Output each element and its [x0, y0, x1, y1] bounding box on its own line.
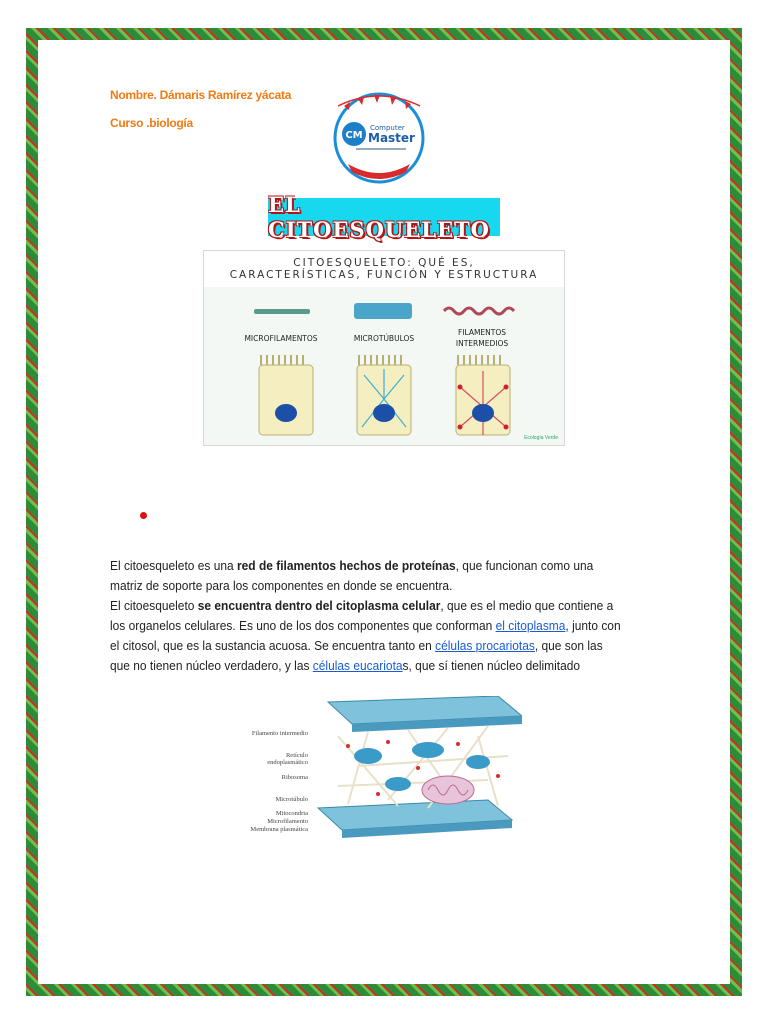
bullet-point — [140, 512, 147, 519]
intermediate-filament-strand — [444, 308, 514, 314]
logo-monogram: CM — [345, 130, 363, 141]
link-celulas-procariotas[interactable]: células procariotas — [435, 638, 535, 653]
body-text — [110, 556, 625, 676]
link-celulas-eucariotas[interactable]: células eucariota — [312, 658, 403, 673]
label-intermediate-filaments-line1: FILAMENTOS — [457, 328, 507, 337]
label-microtubulo: Microtúbulo — [275, 796, 308, 803]
label-microtubules: MICROTÚBULOS — [353, 334, 415, 343]
cell-intermediate-filaments — [456, 355, 510, 435]
logo-brand-top: Computer — [370, 124, 405, 132]
cytoskeleton-types-figure — [203, 250, 565, 446]
cytoskeleton-3d-figure — [250, 696, 522, 842]
title-banner — [268, 192, 500, 242]
label-microfilamento: Microfilamento — [267, 818, 308, 825]
student-name: Nombre. Dámaris Ramírez yácata — [110, 88, 292, 102]
label-filamento-intermedio: Filamento intermedio — [251, 730, 308, 737]
cell-microtubules — [357, 355, 411, 435]
link-citoplasma[interactable]: el citoplasma — [495, 618, 566, 633]
label-mitocondria: Mitocondria — [275, 810, 308, 817]
figure-credit: Ecología Verde — [524, 435, 558, 441]
cytoskeleton-3d-illustration — [308, 696, 522, 842]
label-reticulo-endoplasmatico: Retículo endoplasmático — [267, 752, 308, 766]
cell-microfilaments — [259, 355, 313, 435]
computer-master-logo — [326, 86, 432, 186]
logo-brand-main: Master — [368, 131, 415, 145]
figure-heading-line1: CITOESQUELETO: QUÉ ES, — [293, 257, 475, 269]
course-name: Curso .biología — [110, 116, 193, 130]
paragraph-1: El citoesqueleto es una red de filamentos hechos de proteínas, que funcionan como una matriz de soporte para los componentes en donde se encuentra. — [110, 558, 594, 593]
page-title: EL CITOESQUELETO — [268, 192, 490, 242]
cytoskeleton-illustration — [204, 287, 565, 446]
figure-heading-line2: CARACTERÍSTICAS, FUNCIÓN Y ESTRUCTURA — [229, 269, 539, 281]
paragraph-2: El citoesqueleto se encuentra dentro del citoplasma celular, que es el medio que contiene a los organelos celulares. Es uno de los dos componentes que conforman el citoplasma, junto con el citosol, que es la sustancia acuosa. Se encuentra tanto en células procariotas, que son las que no tienen núcleo verdadero, y las células eucariotas, que sí tienen núcleo delimitado — [110, 598, 621, 673]
label-ribosoma: Ribosoma — [281, 774, 308, 781]
label-intermediate-filaments-line2: INTERMEDIOS — [455, 339, 509, 348]
label-microfilaments: MICROFILAMENTOS — [244, 334, 318, 343]
microtubule-strand — [354, 303, 412, 319]
microfilament-strand — [254, 309, 310, 314]
label-membrana-plasmatica: Membrana plasmática — [250, 826, 308, 833]
